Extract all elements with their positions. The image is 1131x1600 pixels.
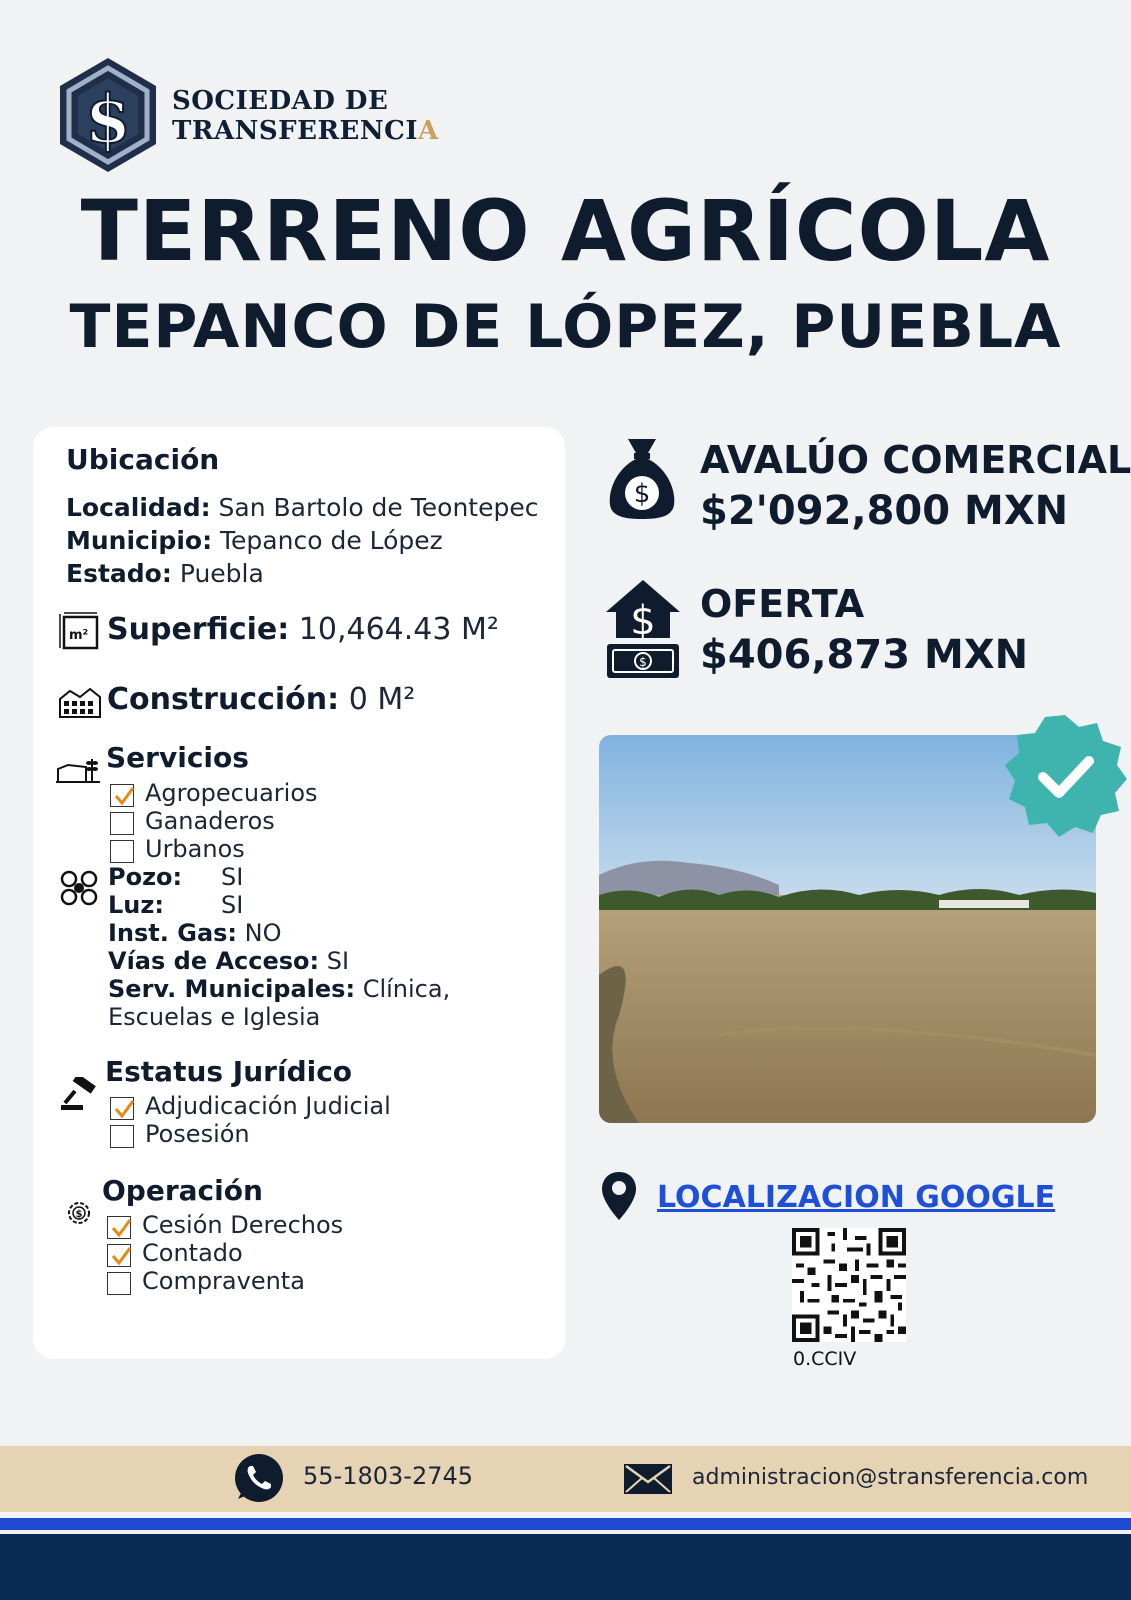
email-icon xyxy=(622,1462,674,1496)
option-adjudicacion: Adjudicación Judicial xyxy=(145,1092,391,1120)
servicios-heading: Servicios xyxy=(106,741,249,774)
avaluo-heading: AVALÚO COMERCIAL xyxy=(700,438,1131,482)
option-contado: Contado xyxy=(142,1239,243,1267)
vias-row: Vías de Acceso: SI xyxy=(108,947,350,975)
municipales-row-cont: Escuelas e Iglesia xyxy=(108,1003,321,1031)
localidad-row: Localidad: San Bartolo de Teontepec xyxy=(66,493,539,522)
email-address[interactable]: administracion@stransferencia.com xyxy=(692,1465,1089,1490)
utilities-icon xyxy=(59,869,99,907)
checkbox-adjudicacion[interactable] xyxy=(110,1097,134,1120)
option-cesion: Cesión Derechos xyxy=(142,1211,344,1239)
gavel-icon xyxy=(61,1077,99,1111)
pozo-label: Pozo: xyxy=(108,863,183,891)
luz-value: SI xyxy=(221,891,244,919)
svg-text:$: $ xyxy=(633,479,651,509)
checkbox-compraventa[interactable] xyxy=(107,1272,131,1295)
page-title: TERRENO AGRÍCOLA xyxy=(80,182,1051,280)
estatus-heading: Estatus Jurídico xyxy=(105,1055,353,1088)
footer-stripe-blue xyxy=(0,1518,1131,1530)
svg-text:$: $ xyxy=(85,80,131,158)
footer-stripe-navy xyxy=(0,1534,1131,1600)
option-urbanos: Urbanos xyxy=(145,835,245,863)
option-compraventa: Compraventa xyxy=(142,1267,305,1295)
oferta-heading: OFERTA xyxy=(700,582,865,626)
svg-text:$: $ xyxy=(630,598,656,644)
checkbox-urbanos[interactable] xyxy=(110,840,134,863)
money-bag-icon xyxy=(606,435,678,521)
superficie-row: Superficie: 10,464.43 M² xyxy=(107,612,499,647)
area-m2-icon xyxy=(58,611,100,651)
farm-services-icon xyxy=(56,755,102,785)
municipales-row: Serv. Municipales: Clínica, xyxy=(108,975,451,1003)
option-agropecuarios: Agropecuarios xyxy=(145,779,318,807)
luz-label: Luz: xyxy=(108,891,164,919)
checkbox-agropecuarios[interactable] xyxy=(110,784,134,807)
pozo-value: SI xyxy=(221,863,244,891)
option-ganaderos: Ganaderos xyxy=(145,807,275,835)
company-name-accent: A xyxy=(418,116,439,146)
estado-row: Estado: Puebla xyxy=(66,559,264,588)
company-name-line2: TRANSFERENCI xyxy=(172,116,418,146)
svg-text:$: $ xyxy=(75,1209,83,1220)
checkbox-cesion[interactable] xyxy=(107,1216,131,1239)
building-icon xyxy=(58,685,102,719)
page-subtitle: TEPANCO DE LÓPEZ, PUEBLA xyxy=(69,292,1062,362)
checkbox-contado[interactable] xyxy=(107,1244,131,1267)
location-pin-icon xyxy=(600,1170,638,1222)
gear-money-icon xyxy=(63,1197,97,1229)
gas-row: Inst. Gas: NO xyxy=(108,919,282,947)
google-location-link[interactable]: LOCALIZACION GOOGLE xyxy=(657,1180,1056,1215)
checkbox-ganaderos[interactable] xyxy=(110,812,134,835)
option-posesion: Posesión xyxy=(145,1120,250,1148)
company-name-line1: SOCIEDAD DE xyxy=(172,86,389,116)
avaluo-value: $2'092,800 MXN xyxy=(700,488,1069,534)
operacion-heading: Operación xyxy=(102,1174,263,1207)
oferta-value: $406,873 MXN xyxy=(700,632,1029,678)
qr-caption: 0.CCIV xyxy=(793,1348,857,1370)
house-dollar-icon xyxy=(604,578,682,680)
property-details-card xyxy=(33,427,565,1359)
municipio-row: Municipio: Tepanco de López xyxy=(66,526,443,555)
checkbox-posesion[interactable] xyxy=(110,1125,134,1148)
phone-icon xyxy=(234,1453,284,1503)
ubicacion-heading: Ubicación xyxy=(66,443,220,476)
svg-text:$: $ xyxy=(639,655,647,669)
company-name xyxy=(172,86,439,146)
construccion-row: Construcción: 0 M² xyxy=(107,682,416,717)
company-logo-icon xyxy=(56,56,160,174)
phone-number[interactable]: 55-1803-2745 xyxy=(303,1462,474,1490)
verified-badge-icon xyxy=(1003,713,1127,837)
qr-code-icon[interactable] xyxy=(792,1228,906,1342)
svg-text:m²: m² xyxy=(69,628,89,643)
